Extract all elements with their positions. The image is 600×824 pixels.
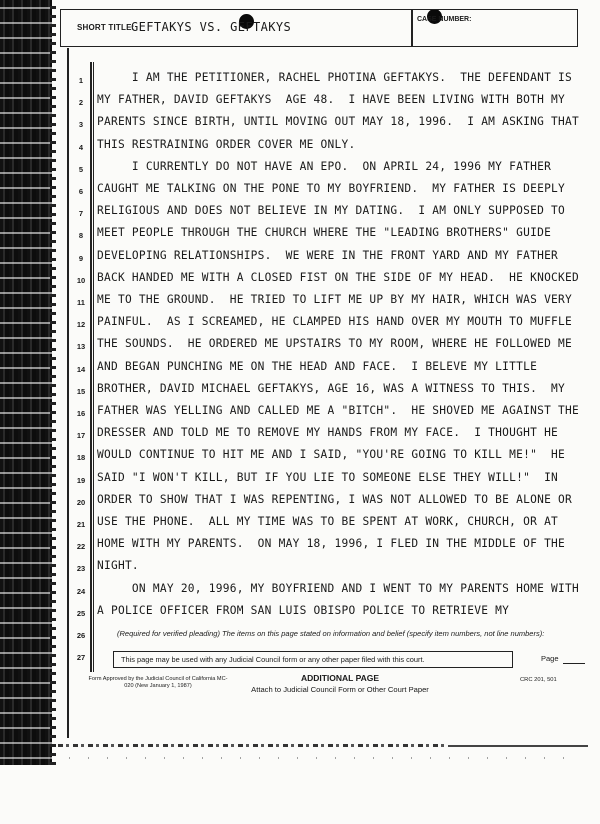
line-number: 9 (78, 253, 84, 263)
caption-header (60, 9, 578, 47)
page-margin-line (67, 48, 69, 738)
line-number: 21 (76, 520, 86, 529)
line-number: 8 (78, 231, 84, 241)
body-text-line: ME TO THE GROUND. HE TRIED TO LIFT ME UP BY MY HAIR, WHICH WAS VERY (97, 293, 573, 306)
line-number: 2 (78, 98, 84, 108)
line-number: 17 (76, 431, 86, 441)
case-number-label: CASE NUMBER: (417, 16, 472, 23)
line-number: 12 (76, 320, 86, 330)
line-number: 10 (76, 275, 86, 285)
line-number: 5 (78, 164, 84, 174)
body-text-line: WOULD CONTINUE TO HIT ME AND I SAID, "YOU'RE GOING TO KILL ME!" HE (97, 448, 566, 462)
body-text-line: RELIGIOUS AND DOES NOT BELIEVE IN MY DATING. I AM ONLY SUPPOSED TO (97, 204, 566, 218)
line-number-rule-outer (90, 62, 92, 672)
additional-page-title: ADDITIONAL PAGE (300, 673, 380, 683)
body-text-line: AND BEGAN PUNCHING ME ON THE HEAD AND FACE. I BELEVE MY LITTLE (97, 359, 538, 373)
page-number-blank (563, 663, 585, 664)
line-number: 3 (78, 120, 84, 130)
body-text-line: CAUGHT ME TALKING ON THE PONE TO MY BOYFRIEND. MY FATHER IS DEEPLY (97, 182, 566, 195)
usage-notice-text: This page may be used with any Judicial Council form or any other paper filed with this court. (121, 655, 425, 664)
line-number: 4 (78, 142, 84, 152)
scan-bottom-rule-right (448, 745, 588, 747)
line-number: 19 (76, 475, 86, 485)
line-number: 20 (76, 497, 86, 507)
body-text-line: I AM THE PETITIONER, RACHEL PHOTINA GEFTAKYS. THE DEFENDANT IS (97, 71, 573, 84)
line-number: 16 (76, 409, 86, 418)
line-number: 7 (78, 209, 84, 219)
body-text-line: ON MAY 20, 1996, MY BOYFRIEND AND I WENT TO MY PARENTS HOME WITH (97, 581, 579, 595)
verified-pleading-note: (Required for verified pleading) The items on this page stated on information and belief (specify item numbers, not line numbers): (117, 629, 545, 638)
line-number: 24 (76, 586, 86, 596)
body-text-line: A POLICE OFFICER FROM SAN LUIS OBISPO POLICE TO RETRIEVE MY (97, 603, 510, 617)
body-text-line: NIGHT. (97, 559, 139, 573)
additional-page-subtitle: Attach to Judicial Council Form or Other Court Paper (251, 685, 429, 694)
line-number: 22 (76, 542, 86, 552)
body-text-line: THIS RESTRAINING ORDER COVER ME ONLY. (97, 137, 356, 151)
line-number: 11 (77, 298, 85, 307)
body-text-line: BROTHER, DAVID MICHAEL GEFTAKYS, AGE 16, WAS A WITNESS TO THIS. MY (97, 381, 566, 395)
body-text-line: FATHER WAS YELLING AND CALLED ME A "BITCH". HE SHOVED ME AGAINST THE (97, 404, 579, 417)
header-divider (411, 10, 413, 46)
body-text-line: BACK HANDED ME WITH A CLOSED FIST ON THE SIDE OF MY HEAD. HE KNOCKED (97, 270, 579, 284)
body-text-line: USE THE PHONE. ALL MY TIME WAS TO BE SPENT AT WORK, CHURCH, OR AT (97, 515, 559, 528)
body-text-line: ORDER TO SHOW THAT I WAS REPENTING, I WAS NOT ALLOWED TO BE ALONE OR (97, 492, 573, 506)
line-number-rule-inner (93, 62, 94, 672)
page-label: Page (541, 654, 559, 663)
body-text-line: PAINFUL. AS I SCREAMED, HE CLAMPED HIS HAND OVER MY MOUTH TO MUFFLE (97, 315, 573, 329)
body-text-line: SAID "I WON'T KILL, BUT IF YOU LIE TO SOMEONE ELSE THEY WILL!" IN (97, 470, 559, 484)
short-title-label: SHORT TITLE: (77, 23, 135, 32)
line-number: 14 (76, 364, 86, 374)
body-text-line: PARENTS SINCE BIRTH, UNTIL MOVING OUT MAY 18, 1996. I AM ASKING THAT (97, 115, 579, 129)
body-text-line: MY FATHER, DAVID GEFTAKYS AGE 48. I HAVE BEEN LIVING WITH BOTH MY (97, 93, 566, 107)
line-number: 25 (76, 608, 86, 618)
line-number: 18 (76, 453, 86, 463)
line-number: 13 (76, 342, 86, 352)
short-title-value: GEFTAKYS VS. GEFTAKYS (131, 20, 292, 34)
body-text-line: MEET PEOPLE THROUGH THE CHURCH WHERE THE "LEADING BROTHERS" GUIDE (97, 226, 552, 240)
form-approval-note: Form Approved by the Judicial Council of California MC-020 (New January 1, 1987) (88, 676, 228, 689)
line-number: 23 (76, 564, 86, 574)
body-text-line: DRESSER AND TOLD ME TO REMOVE MY HANDS FROM MY FACE. I THOUGHT HE (97, 426, 559, 440)
scanner-edge-noise (0, 0, 52, 765)
form-id: CRC 201, 501 (520, 677, 557, 683)
line-number: 6 (78, 187, 84, 196)
body-text-line: I CURRENTLY DO NOT HAVE AN EPO. ON APRIL 24, 1996 MY FATHER (97, 159, 552, 173)
line-number: 1 (78, 76, 84, 85)
line-number: 26 (76, 631, 86, 640)
scan-bottom-rule (58, 744, 448, 747)
scan-speckle-row (50, 757, 570, 759)
body-text-line: THE SOUNDS. HE ORDERED ME UPSTAIRS TO MY ROOM, WHERE HE FOLLOWED ME (97, 337, 573, 351)
body-text-line: HOME WITH MY PARENTS. ON MAY 18, 1996, I FLED IN THE MIDDLE OF THE (97, 537, 566, 551)
line-number: 27 (76, 653, 86, 663)
usage-notice-box (113, 651, 513, 668)
line-number: 15 (76, 386, 86, 396)
body-text-line: DEVELOPING RELATIONSHIPS. WE WERE IN THE FRONT YARD AND MY FATHER (97, 248, 559, 262)
